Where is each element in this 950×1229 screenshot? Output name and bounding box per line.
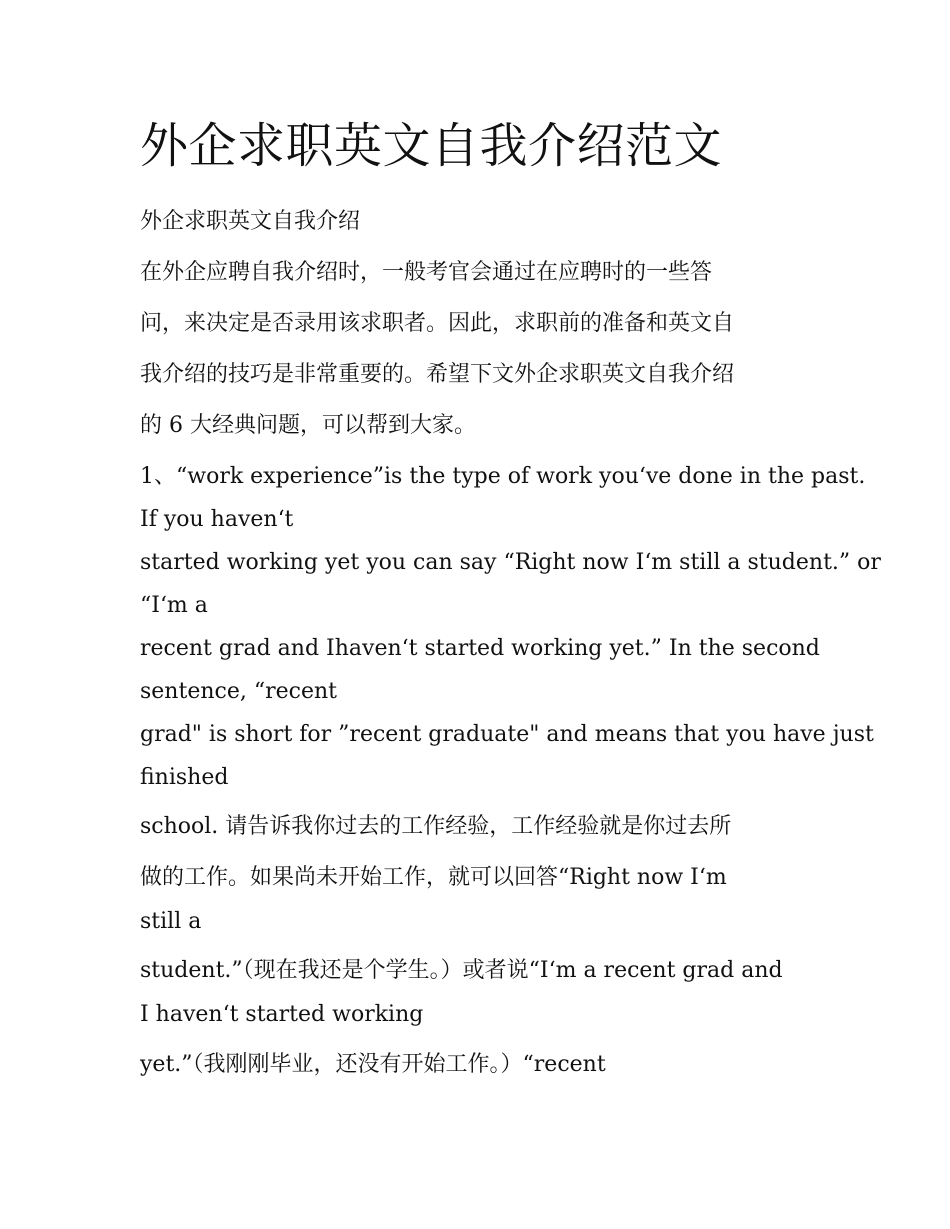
body-line: “I‘m a bbox=[140, 593, 208, 618]
body-line: grad" is short for ”recent graduate" and means that you have just bbox=[140, 722, 874, 747]
body-line: finished bbox=[140, 765, 229, 790]
document-subtitle: 外企求职英文自我介绍 bbox=[140, 209, 361, 234]
body-line: If you haven‘t bbox=[140, 507, 294, 532]
body-line: sentence, “recent bbox=[140, 679, 337, 704]
body-line: school. 请告诉我你过去的工作经验，工作经验就是你过去所 bbox=[140, 814, 732, 839]
body-line: I haven‘t started working bbox=[140, 1002, 424, 1027]
body-line: student.”（现在我还是个学生。）或者说“I‘m a recent grad and bbox=[140, 958, 783, 983]
body-line: still a bbox=[140, 909, 202, 934]
body-line: 1、“work experience”is the type of work you‘ve done in the past. bbox=[140, 464, 866, 489]
body-line: yet.”（我刚刚毕业，还没有开始工作。）“recent bbox=[140, 1052, 606, 1077]
body-line: started working yet you can say “Right now I‘m still a student.” or bbox=[140, 550, 881, 575]
document-title: 外企求职英文自我介绍范文 bbox=[140, 118, 723, 174]
intro-line: 问，来决定是否录用该求职者。因此，求职前的准备和英文自 bbox=[140, 311, 735, 336]
intro-line: 的 6 大经典问题，可以帮到大家。 bbox=[140, 413, 476, 438]
intro-paragraph bbox=[140, 255, 734, 459]
intro-line: 在外企应聘自我介绍时，一般考官会通过在应聘时的一些答 bbox=[140, 260, 713, 285]
body-line: recent grad and Ihaven‘t started working yet.” In the second bbox=[140, 636, 820, 661]
intro-line: 我介绍的技巧是非常重要的。希望下文外企求职英文自我介绍 bbox=[140, 362, 735, 387]
body-line: 做的工作。如果尚未开始工作，就可以回答“Right now I‘m bbox=[140, 865, 727, 890]
